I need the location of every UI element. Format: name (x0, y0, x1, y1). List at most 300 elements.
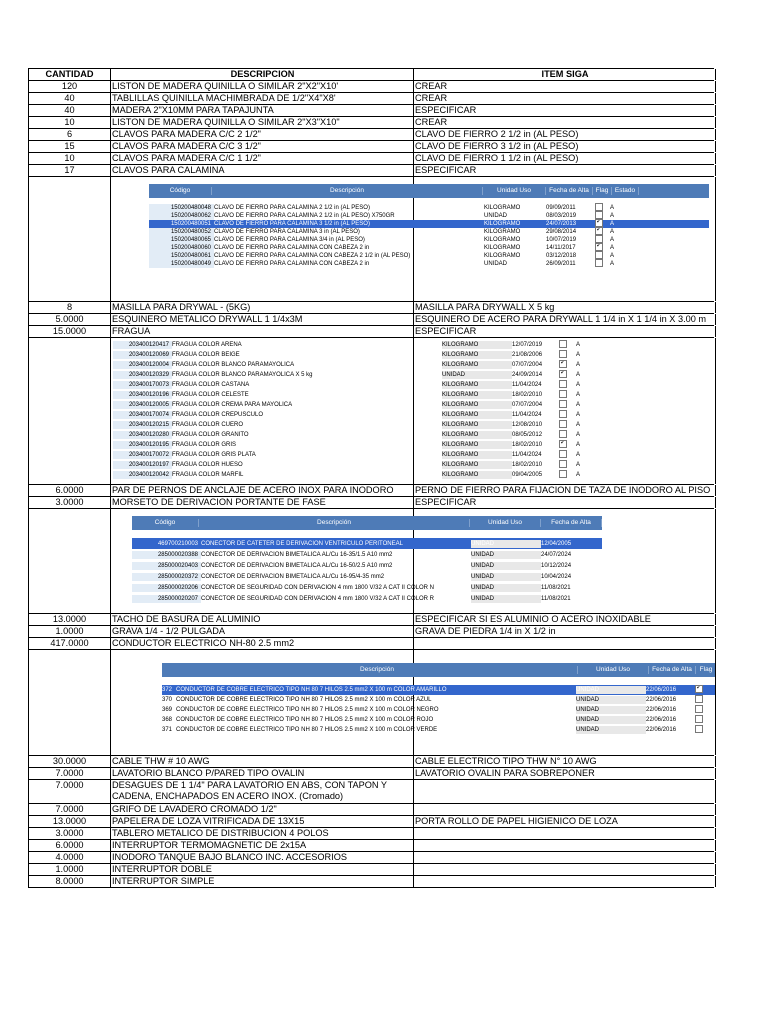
item-date: 22/06/2016 (646, 727, 677, 733)
column-header: Unidad Uso (483, 187, 546, 195)
header-row (28, 68, 714, 81)
table-row (28, 756, 714, 768)
list-item[interactable] (149, 220, 709, 228)
list-item[interactable] (149, 252, 709, 260)
item-unit: UNIDAD (471, 562, 541, 570)
item-state: A (576, 422, 581, 428)
item-date: 03/12/2018 (546, 253, 577, 259)
list-item[interactable] (132, 538, 602, 549)
spacer (132, 530, 602, 538)
item-description: CLAVO DE FIERRO PARA CALAMINA CON CABEZA 2 in (214, 245, 370, 251)
descripcion-cell: CABLE THW # 10 AWG (111, 756, 414, 767)
item-siga-cell (414, 876, 716, 887)
item-code: 203400170073 (113, 381, 172, 389)
flag-checkbox[interactable] (595, 243, 603, 251)
item-code: 371 (162, 727, 173, 733)
descripcion-cell: FRAGUA (111, 326, 414, 337)
item-unit: KILOGRAMO (442, 381, 512, 389)
item-date: 10/04/2024 (541, 573, 572, 580)
table-row (28, 314, 714, 326)
rows-group-c (28, 485, 714, 509)
item-siga-cell (414, 780, 716, 803)
column-header: Código (132, 519, 199, 527)
descripcion-cell: MORSETO DE DERIVACION PORTANTE DE FASE (111, 497, 414, 508)
rows-group-b (28, 302, 714, 338)
item-description: FRAGUA COLOR GRANITO (172, 432, 249, 438)
item-siga-cell (414, 852, 716, 863)
embedded-screenshot-row-fragua (28, 338, 714, 485)
item-code: 203400120042 (113, 471, 172, 479)
table-row (28, 852, 714, 864)
item-code: 203400170074 (113, 411, 172, 419)
item-code: 285000020206 (132, 584, 201, 592)
item-siga-cell: LAVATORIO OVALIN PARA SOBREPONER (414, 768, 716, 779)
descripcion-cell: TACHO DE BASURA DE ALUMINIO (111, 614, 414, 625)
item-siga-cell (414, 804, 716, 815)
item-description: FRAGUA COLOR MARFIL (172, 472, 244, 478)
item-unit: KILOGRAMO (442, 411, 512, 419)
item-description: CLAVO DE FIERRO PARA CALAMINA CON CABEZA 2 1/2 in (AL PESO) (214, 253, 411, 259)
table-row (28, 485, 714, 497)
descripcion-cell: PAR DE PERNOS DE ANCLAJE DE ACERO INOX PARA INODORO (111, 485, 414, 496)
item-state: A (610, 229, 615, 235)
item-code: 203400120329 (113, 371, 172, 379)
list-item[interactable] (113, 430, 643, 440)
item-unit: KILOGRAMO (484, 229, 521, 235)
table-row (28, 93, 714, 105)
item-unit: UNIDAD (471, 540, 541, 548)
item-code: 203400120197 (113, 461, 172, 469)
rows-group-e (28, 756, 714, 888)
list-item[interactable] (113, 340, 643, 350)
list-item[interactable] (162, 725, 715, 735)
item-unit: UNIDAD (484, 261, 508, 267)
list-item[interactable] (113, 440, 643, 450)
cantidad-cell: 7.0000 (29, 804, 111, 815)
column-header: Fecha de Alta (546, 187, 593, 195)
flag-checkbox[interactable] (559, 470, 567, 478)
item-description: CLAVO DE FIERRO PARA CALAMINA 2 1/2 in (AL PESO) (214, 205, 370, 211)
item-siga-cell: ESPECIFICAR (414, 165, 716, 176)
descripcion-cell: CLAVOS PARA MADERA C/C 3 1/2" (111, 141, 414, 152)
flag-checkbox[interactable] (559, 350, 567, 358)
list-item[interactable] (113, 400, 643, 410)
embedded-table-conductores (162, 663, 715, 749)
item-code: 150200480061 (149, 252, 214, 260)
item-date: 26/09/2011 (546, 261, 576, 267)
item-date: 12/07/2019 (512, 342, 543, 348)
flag-checkbox[interactable] (695, 705, 703, 713)
table-row (28, 840, 714, 852)
table-row (28, 768, 714, 780)
item-unit: KILOGRAMO (484, 253, 521, 259)
item-date: 10/07/2019 (546, 237, 577, 243)
item-unit: KILOGRAMO (442, 401, 512, 409)
list-item[interactable] (113, 390, 643, 400)
item-date: 22/06/2016 (646, 687, 677, 693)
descripcion-cell: INTERRUPTOR TERMOMAGNETIC DE 2x15A (111, 840, 414, 851)
cantidad-cell: 17 (29, 165, 111, 176)
table-row (28, 828, 714, 840)
item-state: A (610, 253, 615, 259)
descripcion-cell: CLAVOS PARA CALAMINA (111, 165, 414, 176)
item-unit: UNIDAD (576, 726, 646, 734)
flag-checkbox[interactable] (595, 251, 603, 259)
item-state: A (610, 245, 615, 251)
flag-cell (556, 470, 576, 481)
list-item[interactable] (113, 460, 643, 470)
flag-checkbox[interactable] (595, 219, 603, 227)
item-date: 07/07/2004 (512, 362, 543, 368)
item-state: A (576, 452, 581, 458)
list-item[interactable] (149, 212, 709, 220)
item-date: 22/06/2016 (646, 697, 677, 703)
descripcion-cell: GRAVA 1/4 - 1/2 PULGADA (111, 626, 414, 637)
table-row (28, 141, 714, 153)
cantidad-cell: 30.0000 (29, 756, 111, 767)
flag-checkbox[interactable] (695, 715, 703, 723)
table-row (28, 165, 714, 177)
list-item[interactable] (113, 350, 643, 360)
item-code: 203400120004 (113, 361, 172, 369)
item-unit: UNIDAD (471, 551, 541, 559)
table-row (28, 876, 714, 888)
item-date: 21/08/2006 (512, 352, 543, 358)
descripcion-cell: CLAVOS PARA MADERA C/C 1 1/2" (111, 153, 414, 164)
item-siga-cell: GRAVA DE PIEDRA 1/4 in X 1/2 in (414, 626, 716, 637)
descripcion-cell: CONDUCTOR ELECTRICO NH-80 2.5 mm2 (111, 638, 414, 649)
list-item[interactable] (149, 244, 709, 252)
list-item[interactable] (113, 380, 643, 390)
item-description: CONECTOR DE CATETER DE DERIVACION VENTRICULO PERITONEAL (201, 540, 403, 547)
cantidad-cell: 3.0000 (29, 828, 111, 839)
item-unit: UNIDAD (471, 584, 541, 592)
flag-checkbox[interactable] (559, 360, 567, 368)
item-state: A (576, 442, 581, 448)
item-description: CLAVO DE FIERRO PARA CALAMINA CON CABEZA 2 in (214, 261, 370, 267)
item-description: FRAGUA COLOR CELESTE (172, 392, 249, 398)
item-unit: KILOGRAMO (442, 421, 512, 429)
item-description: CONDUCTOR DE COBRE ELECTRICO TIPO NH 80 7 HILOS 2.5 mm2 X 100 m COLOR VERDE (176, 727, 438, 733)
flag-checkbox[interactable] (595, 227, 603, 235)
table-row (28, 780, 714, 804)
item-unit: KILOGRAMO (442, 431, 512, 439)
item-description: FRAGUA COLOR GRIS (172, 442, 237, 448)
item-siga-cell: CLAVO DE FIERRO 2 1/2 in (AL PESO) (414, 129, 716, 140)
item-code: 368 (162, 717, 173, 723)
item-siga-cell (414, 864, 716, 875)
column-header: Descripción (212, 187, 483, 195)
item-date: 09/04/2005 (512, 472, 543, 478)
flag-checkbox[interactable] (559, 440, 567, 448)
flag-checkbox[interactable] (559, 370, 567, 378)
list-item[interactable] (132, 549, 602, 560)
item-siga-cell: CREAR (414, 93, 716, 104)
item-code: 150200480052 (149, 228, 214, 236)
item-description: CLAVO DE FIERRO PARA CALAMINA 3 1/2 in (AL PESO) (214, 221, 370, 227)
cantidad-cell: 417.0000 (29, 638, 111, 649)
item-siga-cell (414, 638, 716, 649)
table-row (28, 804, 714, 816)
table-row (28, 302, 714, 314)
item-state: A (610, 205, 615, 211)
item-date: 07/07/2004 (512, 402, 543, 408)
item-date: 22/06/2016 (646, 717, 677, 723)
table-row (28, 614, 714, 626)
flag-checkbox[interactable] (695, 695, 703, 703)
list-item[interactable] (113, 360, 643, 370)
flag-checkbox[interactable] (559, 390, 567, 398)
item-code: 150200480049 (149, 260, 214, 268)
descripcion-cell: PAPELERA DE LOZA VITRIFICADA DE 13X15 (111, 816, 414, 827)
item-date: 18/02/2010 (512, 442, 543, 448)
cantidad-cell: 6.0000 (29, 840, 111, 851)
column-header: Descripción (177, 666, 578, 674)
item-unit: UNIDAD (484, 213, 508, 219)
item-description: FRAGUA COLOR BEIGE (172, 352, 240, 358)
item-code: 285000020403 (132, 562, 201, 570)
item-unit: KILOGRAMO (442, 451, 512, 459)
cantidad-cell: 1.0000 (29, 864, 111, 875)
cantidad-cell: 8.0000 (29, 876, 111, 887)
item-description: CONECTOR DE SEGURIDAD CON DERIVACION 4 mm 1800 V/32 A CAT II COLOR R (201, 595, 434, 602)
item-date: 11/04/2024 (512, 412, 542, 418)
item-code: 203400120215 (113, 421, 172, 429)
flag-checkbox[interactable] (595, 259, 603, 267)
item-state: A (576, 352, 581, 358)
rows-group-d (28, 614, 714, 650)
list-item[interactable] (113, 420, 643, 430)
embedded-table-header (132, 516, 602, 530)
list-item[interactable] (149, 236, 709, 244)
item-description: CONDUCTOR DE COBRE ELECTRICO TIPO NH 80 7 HILOS 2.5 mm2 X 100 m COLOR AZUL (176, 697, 432, 703)
list-item[interactable] (113, 410, 643, 420)
item-siga-cell: ESPECIFICAR (414, 497, 716, 508)
cantidad-cell: 4.0000 (29, 852, 111, 863)
flag-checkbox[interactable] (559, 340, 567, 348)
item-code: 469700210003 (132, 540, 201, 548)
item-date: 12/08/2010 (512, 422, 543, 428)
item-code: 150200480065 (149, 236, 214, 244)
cantidad-cell: 5.0000 (29, 314, 111, 325)
item-date: 18/02/2010 (512, 392, 543, 398)
flag-checkbox[interactable] (559, 450, 567, 458)
flag-checkbox[interactable] (559, 380, 567, 388)
item-unit: UNIDAD (576, 706, 646, 714)
column-header: Fecha de Alta (649, 666, 696, 674)
list-item[interactable] (162, 715, 715, 725)
item-state: A (576, 472, 581, 478)
item-code: 369 (162, 707, 173, 713)
item-siga-cell (414, 828, 716, 839)
descripcion-cell: CLAVOS PARA MADERA C/C 2 1/2" (111, 129, 414, 140)
item-date: 11/08/2021 (541, 584, 571, 591)
descripcion-cell: DESAGUES DE 1 1/4" PARA LAVATORIO EN ABS, CON TAPON Y CADENA, ENCHAPADOS EN ACERO INOX. (Cromado) (111, 780, 414, 803)
item-state: A (576, 342, 581, 348)
item-description: CONECTOR DE SEGURIDAD CON DERIVACION 4 mm 1800 V/32 A CAT II COLOR N (201, 584, 434, 591)
item-code: 203400170072 (113, 451, 172, 459)
descripcion-cell: ESQUINERO METALICO DRYWALL 1 1/4x3M (111, 314, 414, 325)
item-state: A (576, 372, 581, 378)
item-date: 14/11/2017 (546, 245, 576, 251)
item-siga-cell: CREAR (414, 117, 716, 128)
flag-cell (592, 259, 610, 270)
embedded-table-fragua (113, 340, 643, 482)
header-descripcion: DESCRIPCION (111, 69, 414, 80)
cantidad-cell: 13.0000 (29, 816, 111, 827)
item-description: FRAGUA COLOR GRIS PLATA (172, 452, 256, 458)
item-date: 11/04/2024 (512, 382, 542, 388)
item-code: 203400120196 (113, 391, 172, 399)
list-item[interactable] (132, 560, 602, 571)
item-description: CONECTOR DE DERIVACION BIMETALICA AL/Cu 16-95/4-35 mm2 (201, 573, 385, 580)
item-description: CLAVO DE FIERRO PARA CALAMINA 2 1/2 in (AL PESO) X750GR (214, 213, 395, 219)
column-header: Flag (696, 666, 715, 674)
cantidad-cell: 13.0000 (29, 614, 111, 625)
item-siga-cell: ESPECIFICAR SI ES ALUMINIO O ACERO INOXIDABLE (414, 614, 716, 625)
item-state: A (576, 462, 581, 468)
list-item[interactable] (149, 228, 709, 236)
table-row (28, 326, 714, 338)
descripcion-cell: LAVATORIO BLANCO P/PARED TIPO OVALIN (111, 768, 414, 779)
list-item[interactable] (162, 705, 715, 715)
item-code: 150200480062 (149, 212, 214, 220)
item-date: 08/03/2019 (546, 213, 577, 219)
embedded-screenshot-row-morseto (28, 509, 714, 614)
column-header: Unidad Uso (578, 666, 649, 674)
list-item[interactable] (132, 593, 602, 604)
table-row (28, 117, 714, 129)
item-description: FRAGUA COLOR CASTAÑA (172, 382, 250, 388)
item-state: A (610, 261, 615, 267)
table-row (28, 816, 714, 828)
descripcion-cell: INTERRUPTOR SIMPLE (111, 876, 414, 887)
flag-checkbox[interactable] (595, 211, 603, 219)
item-description: FRAGUA COLOR CREPUSCULO (172, 412, 264, 418)
item-code: 203400120280 (113, 431, 172, 439)
spacer (162, 677, 715, 685)
item-state: A (610, 237, 615, 243)
item-description: FRAGUA COLOR ARENA (172, 342, 242, 348)
item-date: 11/08/2021 (541, 595, 571, 602)
item-unit: UNIDAD (576, 716, 646, 724)
item-description: FRAGUA COLOR HUESO (172, 462, 243, 468)
flag-checkbox[interactable] (559, 410, 567, 418)
item-unit: UNIDAD (576, 686, 646, 694)
item-description: FRAGUA COLOR BLANCO PARAMAYOLICA X 5 kg (172, 372, 313, 378)
item-siga-cell: CLAVO DE FIERRO 1 1/2 in (AL PESO) (414, 153, 716, 164)
list-item[interactable] (113, 450, 643, 460)
embedded-table-header (149, 184, 709, 198)
list-item[interactable] (132, 582, 602, 593)
item-state: A (610, 213, 615, 219)
item-code: 372 (162, 687, 173, 693)
item-siga-cell: ESPECIFICAR (414, 105, 716, 116)
item-unit: KILOGRAMO (442, 441, 512, 449)
flag-checkbox[interactable] (695, 685, 703, 693)
item-date: 09/09/2011 (546, 205, 576, 211)
flag-checkbox[interactable] (559, 400, 567, 408)
table-row (28, 153, 714, 165)
header-item-siga: ITEM SIGA (414, 69, 716, 80)
item-date: 24/09/2014 (512, 372, 543, 378)
item-state: A (576, 432, 581, 438)
cantidad-cell: 6.0000 (29, 485, 111, 496)
flag-checkbox[interactable] (559, 460, 567, 468)
flag-checkbox[interactable] (595, 235, 603, 243)
item-unit: KILOGRAMO (442, 351, 512, 359)
item-description: CLAVO DE FIERRO PARA CALAMINA 3/4 in (AL PESO) (214, 237, 365, 243)
item-siga-cell: ESPECIFICAR (414, 326, 716, 337)
descripcion-cell: INTERRUPTOR DOBLE (111, 864, 414, 875)
item-unit: KILOGRAMO (484, 245, 521, 251)
item-code: 203400120195 (113, 441, 172, 449)
item-code: 285000020388 (132, 551, 201, 559)
list-item[interactable] (162, 685, 715, 695)
item-siga-cell: PORTA ROLLO DE PAPEL HIGIENICO DE LOZA (414, 816, 716, 827)
item-date: 29/08/2014 (546, 229, 577, 235)
item-unit: KILOGRAMO (484, 237, 521, 243)
item-code: 203400120417 (113, 341, 172, 349)
embedded-table-conectores (132, 516, 602, 610)
descripcion-cell: TABLILLAS QUINILLA MACHIMBRADA DE 1/2"X4"X8' (111, 93, 414, 104)
item-description: FRAGUA COLOR CREMA PARA MAYOLICA (172, 402, 293, 408)
item-siga-cell: MASILLA PARA DRYWALL X 5 kg (414, 302, 716, 313)
descripcion-cell: MASILLA PARA DRYWAL - (5KG) (111, 302, 414, 313)
cantidad-cell: 8 (29, 302, 111, 313)
item-date: 22/06/2016 (646, 707, 677, 713)
flag-checkbox[interactable] (559, 420, 567, 428)
table-row (28, 638, 714, 650)
item-state: A (610, 221, 615, 227)
table-row (28, 81, 714, 93)
item-unit: UNIDAD (471, 595, 541, 603)
item-unit: UNIDAD (442, 371, 512, 379)
item-unit: KILOGRAMO (442, 471, 512, 479)
cantidad-cell: 120 (29, 81, 111, 92)
cantidad-cell: 10 (29, 153, 111, 164)
list-item[interactable] (132, 571, 602, 582)
flag-checkbox[interactable] (695, 725, 703, 733)
item-date: 08/05/2012 (512, 432, 543, 438)
column-header: Descripción (199, 519, 470, 527)
item-date: 18/02/2010 (512, 462, 543, 468)
item-description: CONDUCTOR DE COBRE ELECTRICO TIPO NH 80 7 HILOS 2.5 mm2 X 100 m COLOR AMARILLO (176, 687, 447, 693)
cantidad-cell: 7.0000 (29, 780, 111, 803)
item-description: CONECTOR DE DERIVACION BIMETALICA AL/Cu 16-50/2.5 A10 mm2 (201, 562, 393, 569)
list-item[interactable] (149, 204, 709, 212)
list-item[interactable] (149, 260, 709, 268)
list-item[interactable] (162, 695, 715, 705)
list-item[interactable] (113, 370, 643, 380)
header-cantidad: CANTIDAD (29, 69, 111, 80)
table-row (28, 129, 714, 141)
item-unit: KILOGRAMO (442, 391, 512, 399)
item-siga-cell (414, 840, 716, 851)
descripcion-cell: GRIFO DE LAVADERO CROMADO 1/2" (111, 804, 414, 815)
flag-checkbox[interactable] (559, 430, 567, 438)
item-description: CONDUCTOR DE COBRE ELECTRICO TIPO NH 80 7 HILOS 2.5 mm2 X 100 m COLOR NEGRO (176, 707, 439, 713)
item-siga-cell: ESQUINERO DE ACERO PARA DRYWALL 1 1/4 in X 1 1/4 in X 3.00 m (414, 314, 716, 325)
descripcion-cell: INODORO TANQUE BAJO BLANCO INC. ACCESORIOS (111, 852, 414, 863)
flag-cell (692, 725, 712, 736)
column-header: Flag (593, 187, 612, 195)
flag-checkbox[interactable] (595, 203, 603, 211)
list-item[interactable] (113, 470, 643, 480)
item-state: A (576, 362, 581, 368)
embedded-table-clavos (149, 184, 709, 294)
item-code: 285000020372 (132, 573, 201, 581)
